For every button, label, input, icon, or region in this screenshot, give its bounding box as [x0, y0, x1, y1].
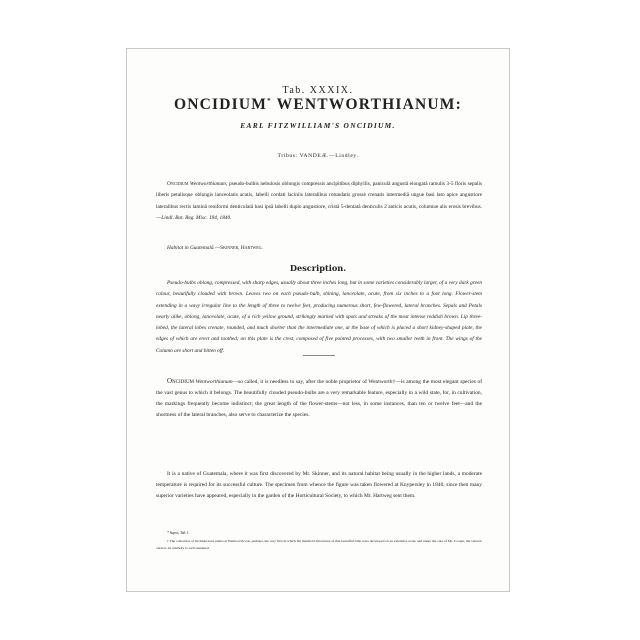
body-paragraph-1	[156, 376, 482, 421]
plate-number: Tab. XXXIX.	[282, 85, 354, 96]
footnote-2: † The collection of Orchidaceous plants at Wentworth was, perhaps, the very first in which the manifold attractions of this beautiful tribe were developed on an extensive scale, and under the care of Mr. Cooper, the veteran curator, its celebrity is well sustained.	[156, 539, 482, 550]
section-divider	[303, 355, 335, 356]
footnote-mark: *	[267, 96, 272, 105]
plate-title	[127, 96, 509, 114]
latin-text: pseudo-bulbis nebulosis oblongis compressis ancipitibus diphyllis, paniculâ angustâ elongatâ ramulis 3-5 floris sepalis liberis petalisque oblongis lanceolatis acutis, labelli cordati laciniis lateralibus rotundatis grossè crenatis intermediâ ungue basi lato apice angustiore lateralibus rectis laminâ reniformi denticulatâ basi ipsâ labelli duplo angustiore, cristâ 5-dentatâ denticulis 2 anticis acutis, columnæ alis erosis brevibus.—	[156, 181, 483, 222]
latin-diagnosis	[156, 179, 482, 225]
body-paragraph-2: It is a native of Guatemala, where it was first discovered by Mr. Skinner, and its natural habitat being usually in the higher lands, a moderate temperature is required for its successful culture. The specimen from whence the figure was taken flowered at Knypersley in 1840, since then many superior varieties have appeared, especially in the garden of the Horticultural Society, to which Mr. Hartweg sent them.	[156, 471, 482, 499]
latin-lead: Oncidium	[167, 181, 189, 187]
habitat-line	[167, 245, 263, 251]
plate-page	[126, 48, 510, 592]
body-lead-italic: Wentworthianum	[195, 379, 233, 385]
genus-name: ONCIDIUM	[174, 96, 268, 113]
footnote-1: * Supra, Tab. I.	[167, 531, 190, 535]
habitat-label: Habitat in Guatemalâ.	[167, 245, 215, 251]
species-name: WENTWORTHIANUM:	[276, 96, 462, 113]
common-name: EARL FITZWILLIAM'S ONCIDIUM.	[240, 121, 396, 130]
body-lead: Oncidium	[167, 377, 194, 385]
description-text: Pseudo-bulbs oblong, compressed, with sharp edges, usually about three inches long, but in some varieties considerably larger, of a very dark green colour, beautifully clouded with brown. Leaves two on each pseudo-bulb, shining, lanceolate, acute, from six inches to a foot long. Flower-stem extending in a wavy irregular line to the length of three to twelve feet, producing numerous short, few-flowered, lateral branches. Sepals and Petals nearly alike, oblong, lanceolate, acute, of a rich yellow ground, strikingly marked with spots and streaks of the most intense reddish brown. Lip three-lobed, the lateral lobes crenate, rounded, and much shorter than the intermediate one, at the base of which is placed a short kidney-shaped plate, the edges of which are erect and toothed; on this plate is the crest, composed of five pointed processes, with two smaller teeth in front. The wings of the Column are short and bitten off.	[156, 280, 482, 354]
latin-citation: Lindl. Bot. Reg. Misc. 194, 1840.	[161, 215, 232, 222]
tribe-line: Tribus: VANDEÆ.—Lindley.	[277, 153, 359, 159]
latin-lead-italic: Wentworthianum;	[189, 181, 228, 187]
body-paragraph-1-text: —so called, it is needless to say, after the noble proprietor of Wentworth†—is among the most elegant species of the vast genus to which it belongs. The beautifully clouded pseudo-bulbs are a very remarkable feature, especially in a wild state, for, in cultivation, the markings frequently become indistinct; the great length of the flower-stems—not less, in some instances, than ten or twelve feet—and the shortness of the lateral branches, also serve to characterize the species.	[156, 379, 483, 418]
habitat-collectors: —Skinner, Hartweg.	[214, 245, 263, 251]
description-heading: Description.	[289, 263, 347, 273]
